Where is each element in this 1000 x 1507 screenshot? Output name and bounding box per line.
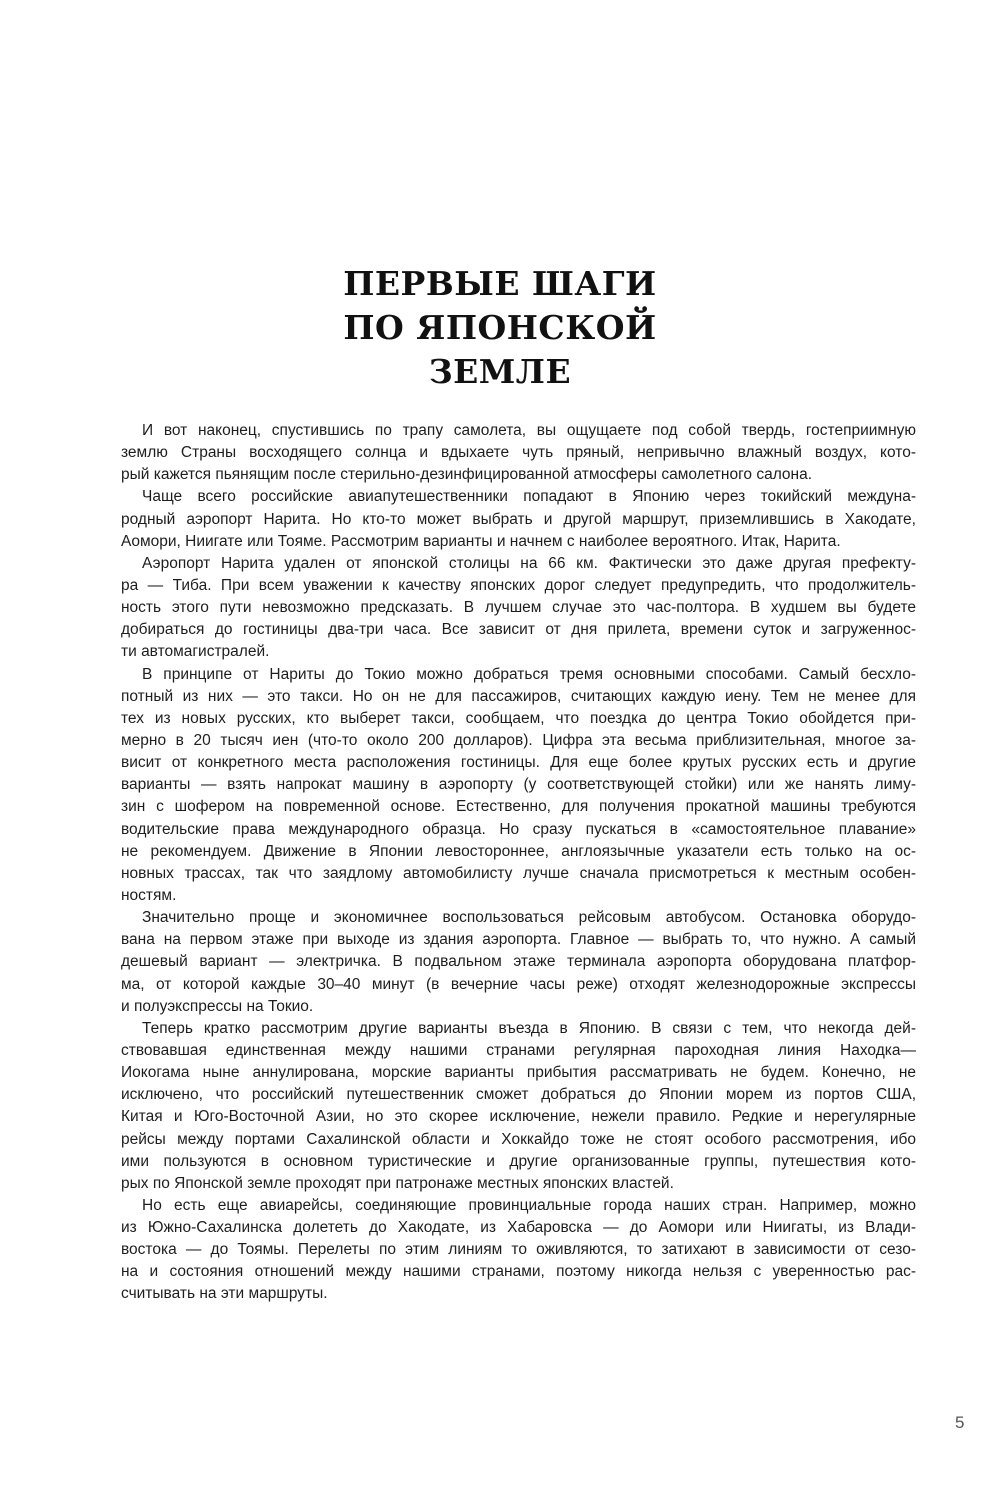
text-line: новных трассах, так что заядлому автомобилисту лучше сначала присмотреться к местным особен- <box>121 864 916 882</box>
text-line: ность этого пути невозможно предсказать. В лучшем случае это час-полтора. В худшем вы будете <box>121 599 916 617</box>
text-line: ма, от которой каждые 30–40 минут (в вечерние часы реже) отходят железнодорожные экспрессы <box>121 975 916 993</box>
text-line: рый кажется пьянящим после стерильно-дезинфицированной атмосферы самолетного салона. <box>121 466 813 484</box>
text-line: востока — до Тоямы. Перелеты по этим линиям то оживляются, то затихают в зависимости от сезо- <box>121 1241 916 1259</box>
text-line: Значительно проще и экономичнее воспользоваться рейсовым автобусом. Остановка оборудо- <box>142 909 916 927</box>
paragraph <box>121 664 916 908</box>
text-line: ти автомагистралей. <box>121 643 270 661</box>
text-line: Аэропорт Нарита удален от японской столицы на 66 км. Фактически это даже другая префекту- <box>142 554 916 572</box>
paragraph <box>121 486 916 552</box>
text-line: Китая и Юго-Восточной Азии, но это скорее исключение, нежели правило. Редкие и нерегулярные <box>121 1108 916 1126</box>
text-line: В принципе от Нариты до Токио можно добраться тремя основными способами. Самый бесхло- <box>142 665 916 683</box>
text-line: ра — Тиба. При всем уважении к качеству японских дорог следует предупредить, что продолжитель- <box>121 576 916 594</box>
chapter-title-line: ПЕРВЫЕ ШАГИ <box>343 264 657 304</box>
text-line: рых по Японской земле проходят при патронаже местных японских властей. <box>121 1174 674 1192</box>
text-line: Но есть еще авиарейсы, соединяющие провинциальные города наших стран. Например, можно <box>142 1196 916 1214</box>
chapter-title <box>0 262 1000 394</box>
paragraph <box>121 1018 916 1195</box>
chapter-title-line: ЗЕМЛЕ <box>428 352 572 392</box>
text-line: ностям. <box>121 886 177 904</box>
paragraph <box>121 420 916 486</box>
chapter-title-line: ПО ЯПОНСКОЙ <box>343 308 657 348</box>
text-line: ствовавшая единственная между нашими странами регулярная пароходная линия Находка— <box>121 1041 916 1059</box>
paragraph <box>121 553 916 664</box>
text-line: родный аэропорт Нарита. Но кто-то может выбрать и другой маршрут, приземлившись в Хакодате, <box>121 510 916 528</box>
text-line: из Южно-Сахалинска долететь до Хакодате, из Хабаровска — до Аомори или Ниигаты, из Влади- <box>121 1219 916 1237</box>
body-text <box>121 420 916 1306</box>
paragraph <box>121 1195 916 1306</box>
text-line: висит от конкретного места расположения гостиницы. Для еще более крутых русских есть и другие <box>121 754 916 772</box>
text-line: не рекомендуем. Движение в Японии левостороннее, англоязычные указатели есть только на ос- <box>121 842 916 860</box>
text-line: добираться до гостиницы два-три часа. Все зависит от дня прилета, времени суток и загруженнос- <box>121 621 916 639</box>
text-line: тех из новых русских, кто выберет такси, сообщаем, что поездка до центра Токио обойдется при- <box>121 709 916 727</box>
text-line: водительские права международного образца. Но сразу пускаться в «самостоятельное плавание» <box>121 820 916 838</box>
text-line: Иокогама ныне аннулирована, морские варианты прибытия рассматривать не будем. Конечно, не <box>121 1064 916 1082</box>
text-line: Чаще всего российские авиапутешественники попадают в Японию через токийский междуна- <box>142 488 916 506</box>
text-line: на и состояния отношений между нашими странами, поэтому никогда нельзя с уверенностью рас- <box>121 1263 916 1281</box>
text-line: землю Страны восходящего солнца и вдыхаете чуть пряный, непривычно влажный воздух, кото- <box>121 444 916 462</box>
text-line: вана на первом этаже при выходе из здания аэропорта. Главное — выбрать то, что нужно. А самый <box>121 931 916 949</box>
text-line: ими пользуются в основном туристические и другие организованные группы, путешествия кото- <box>121 1152 916 1170</box>
text-line: считывать на эти маршруты. <box>121 1285 328 1303</box>
text-line: рейсы между портами Сахалинской области и Хоккайдо тоже не стоят особого рассмотрения, ибо <box>121 1130 916 1148</box>
text-line: и полуэкспрессы на Токио. <box>121 997 314 1015</box>
paragraph <box>121 907 916 1018</box>
page-number: 5 <box>955 1413 965 1432</box>
text-line: потный из них — это такси. Но он не для пассажиров, считающих каждую иену. Тем не менее для <box>121 687 916 705</box>
text-line: мерно в 20 тысяч иен (что-то около 200 долларов). Цифра эта весьма приблизительная, многое за- <box>121 731 916 749</box>
text-line: исключено, что российский путешественник сможет добраться до Японии морем из портов США, <box>121 1086 916 1104</box>
text-line: Теперь кратко рассмотрим другие варианты въезда в Японию. В связи с тем, что некогда дей- <box>142 1019 916 1037</box>
text-line: зин с шофером на повременной основе. Естественно, для получения прокатной машины требуются <box>121 798 916 816</box>
text-line: дешевый вариант — электричка. В подвальном этаже терминала аэропорта оборудована платфор- <box>121 953 916 971</box>
text-line: И вот наконец, спустившись по трапу самолета, вы ощущаете под собой твердь, гостеприимную <box>142 422 916 439</box>
text-line: варианты — взять напрокат машину в аэропорту (у соответствующей стойки) или же нанять лиму- <box>121 776 916 794</box>
text-line: Аомори, Ниигате или Тояме. Рассмотрим варианты и начнем с наиболее вероятного. Итак, Нарита. <box>121 532 841 550</box>
